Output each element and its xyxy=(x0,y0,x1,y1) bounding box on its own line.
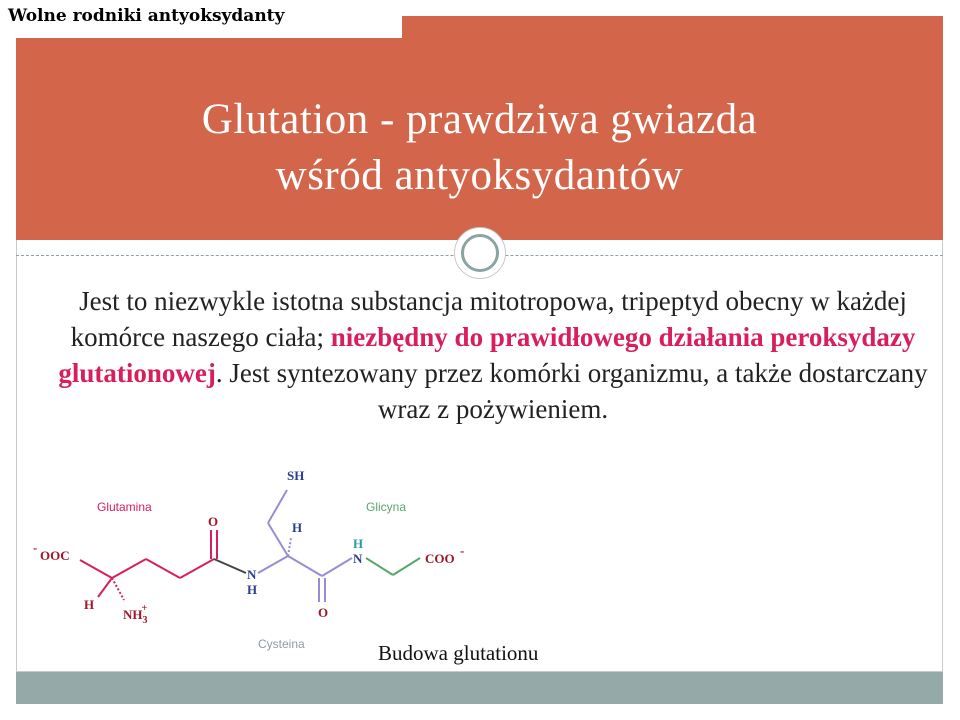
slide-title-line1: Glutation - prawdziwa gwiazda xyxy=(201,96,758,143)
amide-bond-left xyxy=(214,559,246,573)
body-text-part1: Jest to niezwykle istotna substancja mitotropowa, tripeptyd obecny w każdej komórce naszego ciała; xyxy=(70,286,907,352)
body-emphasis: niezbędny do prawidłowego działania peroksydazy glutationowej xyxy=(58,322,916,388)
atom-charge-left: - xyxy=(33,540,38,555)
footer-band xyxy=(16,672,943,704)
group-label-glicyna: Glicyna xyxy=(366,500,407,514)
atom-h-left: H xyxy=(84,597,95,612)
group-label-glutamina: Glutamina xyxy=(97,500,152,514)
atom-coo-right: COO xyxy=(425,551,455,566)
atom-o-top: O xyxy=(208,514,219,529)
group-label-cysteina: Cysteina xyxy=(258,637,305,651)
figure-caption: Budowa glutationu xyxy=(378,641,539,665)
atom-charge-right: - xyxy=(460,543,465,558)
atom-sh: SH xyxy=(287,468,305,483)
glutamina-bonds xyxy=(80,530,217,600)
atom-h-cys: H xyxy=(292,520,303,535)
atom-nh3: $NH_3+$ xyxy=(123,603,148,626)
atom-n-gly: N xyxy=(353,551,363,566)
atom-ooc-left: OOC xyxy=(40,548,70,563)
atom-h-mid: H xyxy=(247,582,258,597)
body-text-part2: . Jest syntezowany przez komórki organizmu, a także dostarczany wraz z pożywieniem. xyxy=(215,358,928,424)
slide-title-line2: wśród antyoksydantów xyxy=(275,152,684,199)
cysteina-bonds xyxy=(258,490,352,602)
topic-label: Wolne rodniki antyoksydanty xyxy=(8,6,285,26)
atom-o-bottom: O xyxy=(318,605,329,620)
atom-h-gly: H xyxy=(353,536,364,551)
atom-n-mid: N xyxy=(247,567,257,582)
glicyna-bonds xyxy=(366,558,420,575)
